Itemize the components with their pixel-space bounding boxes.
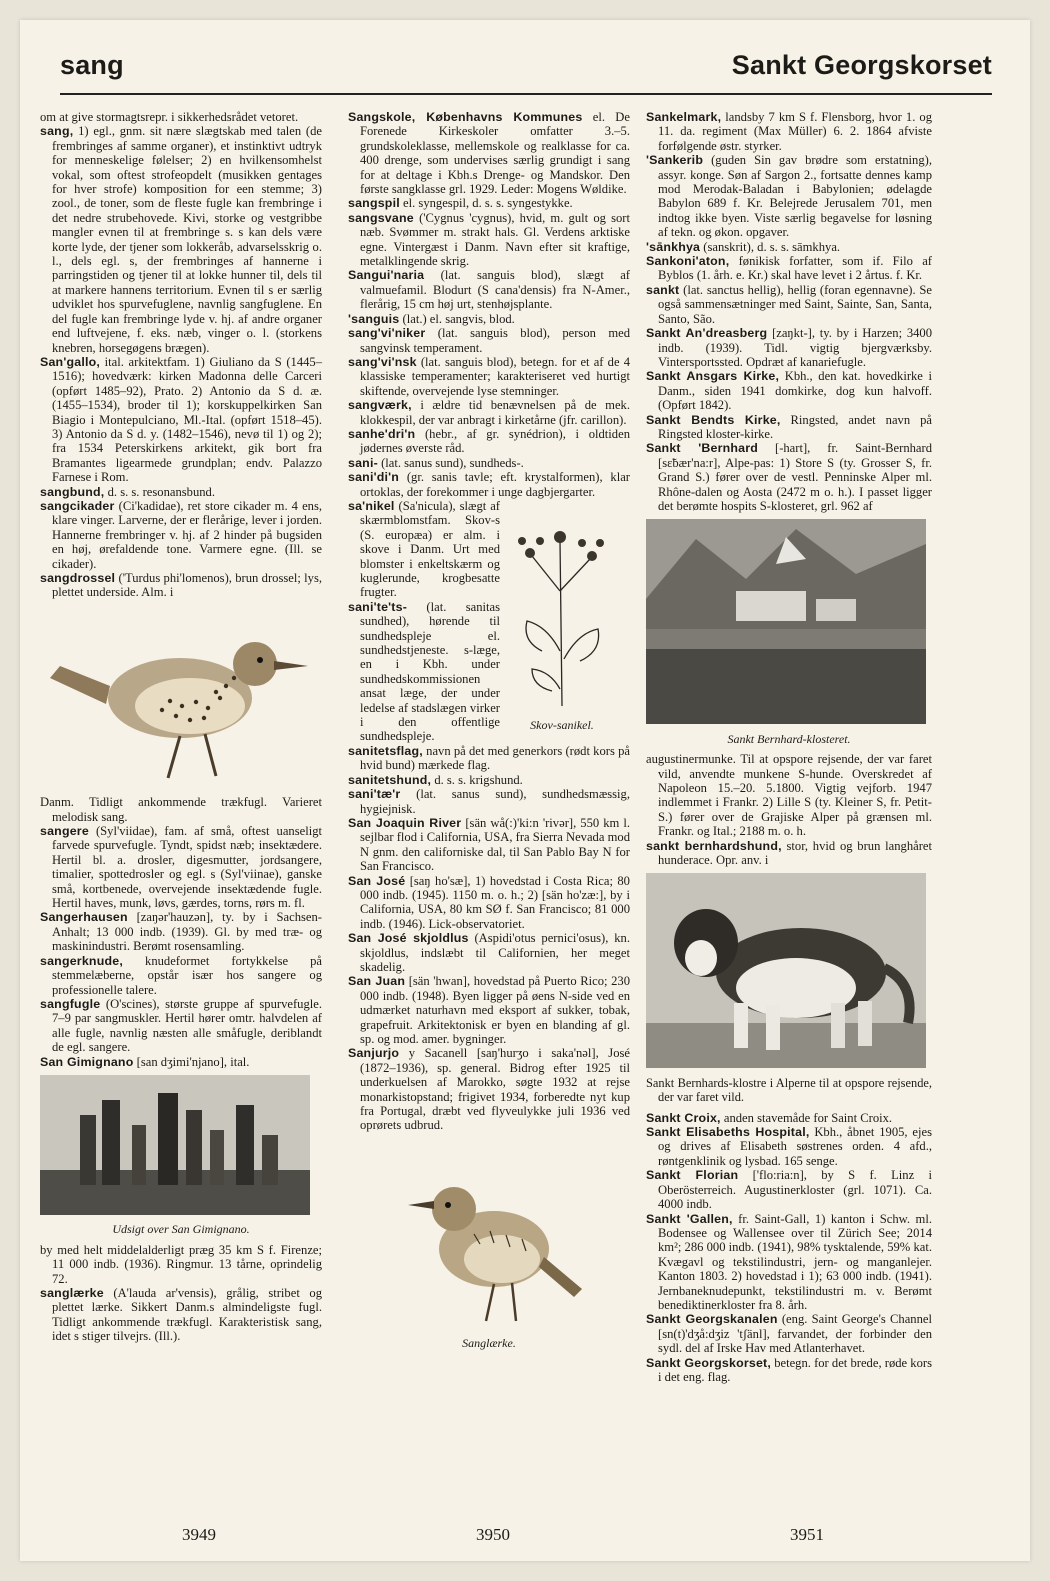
dictionary-entry <box>348 744 630 773</box>
entries-block <box>40 795 322 1069</box>
definition: anden stavemåde for Saint Croix. <box>723 1110 893 1125</box>
entries-block <box>348 110 630 499</box>
dictionary-entry <box>40 910 322 953</box>
headword: San Juan <box>348 974 406 989</box>
definition: (A'lauda ar'vensis), grålig, stribet og plettet lærke. Sikkert Danm.s almindeligste fugl. Tidligt ankommende trækfugl. Karakteristisk sang, idet s stiger tilvejrs. (Ill.). <box>52 1285 322 1344</box>
headword: sangspil <box>348 196 400 211</box>
page-number-middle: 3950 <box>476 1525 510 1544</box>
gimignano-caption: Udsigt over San Gimignano. <box>112 1222 250 1237</box>
definition: d. s. s. krigshund. <box>434 772 523 787</box>
column-3 <box>646 110 932 1384</box>
definition: by med helt middelalderligt præg 35 km S f. Firenze; 11 000 indb. (1936). Ringmur. 13 tårne, oprindelig 72. <box>40 1242 322 1286</box>
bernhard-figure <box>646 519 932 746</box>
headword: Sankelmark, <box>646 110 722 124</box>
entries-block <box>40 1243 322 1344</box>
entries-block <box>646 752 932 867</box>
definition: betegn. for det brede, røde kors i det eng. flag. <box>658 1355 932 1384</box>
headword: sang'vi'nsk <box>348 354 417 369</box>
dictionary-entry <box>40 1286 322 1344</box>
dictionary-entry <box>348 874 630 932</box>
definition: y Sacanell [saŋ'hurʒo i saka'nəl], José (1872–1936), sp. general. Bidrog efter 1925 til underkuelsen af Marokko, søgte 1932 at rejse monarkistopstand; frigivet 1934, forberedte nyt kup fra Portugal, dræbt ved flyveulykke juli 1936 ved oprørets udbrud. <box>360 1046 630 1133</box>
column-1 <box>40 110 322 1344</box>
dictionary-entry <box>646 752 932 838</box>
headword: sangsvane <box>348 210 414 225</box>
definition: stor, hvid og brun langhåret hunderace. Opr. anv. i <box>658 838 932 868</box>
definition: augustinermunke. Til at opspore rejsende, der var faret vild, anvendte munkene S-hunde. Overskredet af Napoleon 15.–20. 5.1800. Vigtig vejforb. 1947 indlemmet i Frankr. 2) Lille S (ty. Kleiner S, fr. Petit-S.) fører over de Grajiske Alper på grænsen ml. Frankr. og Ital.; 2188 m. o. h. <box>646 752 932 839</box>
definition: ('Turdus phi'lomenos), brun drossel; lys, plettet underside. Alm. i <box>52 571 322 600</box>
definition: [zaŋər'hauzən], ty. by i Sachsen-Anhalt; 13 000 indb. (1939). Gl. by med træ- og maskinindustri. Berømt rosensamling. <box>52 910 322 954</box>
definition: (O'scines), største gruppe af spurvefugle. 7–9 par sangmuskler. Hertil hører omtr. halvdelen af alle fugle, navnlig næsten alle småfugle, deriblandt de egl. sangere. <box>52 996 322 1055</box>
entries-block <box>646 110 932 513</box>
dictionary-entry <box>348 268 630 311</box>
dictionary-entry <box>646 110 932 153</box>
skylark-illustration <box>394 1139 584 1329</box>
definition: Danm. Tidligt ankommende trækfugl. Varieret melodisk sang. <box>40 795 322 824</box>
definition: (lat. sanitas sundhed), hørende til sundhedspleje el. sundhedstjeneste. s-læge, en i Kbh. under sundhedskommissionen ansat læge, der under ledelse af stadslægen virker i den offentlige sundhedspleje. <box>360 599 500 744</box>
headword: San Gimignano <box>40 1054 134 1069</box>
bernhard-caption: Sankt Bernhard-klosteret. <box>727 731 851 746</box>
definition: (lat.) el. sangvis, blod. <box>402 311 515 326</box>
dictionary-entry <box>646 240 932 254</box>
dictionary-entry <box>40 1055 322 1069</box>
definition: [-hart], fr. Saint-Bernhard [sɛ̃bær'na:r], Alpe-pas: 1) Store S (ty. Grosser S, fr. Grand S.) fører over de vestl. Penninske Alper ml. Rhône-dalen og Aosta (2472 m o. h.). I passet ligger det berømte hospits S-klosteret, grl. 962 af <box>658 441 933 513</box>
headword: Sankt Elisabeths Hospital, <box>646 1125 810 1140</box>
entries-block <box>40 110 322 600</box>
headword: 'sānkhya <box>646 239 701 254</box>
definition: [sän wå(:)'ki:n 'rivər], 550 km l. sejlbar flod i California, USA, fra Sierra Nevada mod N gnm. den californiske dal, til San Pablo Bay N for San Francisco. <box>360 815 630 874</box>
headword: sanglærke <box>40 1285 104 1300</box>
definition: (lat. sanus sund), sundheds-. <box>381 455 524 470</box>
definition: ['flo:ria:n], by S f. Linz i Oberösterreich. Augustinerkloster (grl. 1071). Ca. 4000 indb. <box>658 1168 932 1212</box>
headword: Sankt Bendts Kirke, <box>646 412 781 427</box>
headword: Sankt Florian <box>646 1168 739 1183</box>
left-guide-word: sang <box>60 50 124 80</box>
headword: sanitetshund, <box>348 772 432 787</box>
headword: sani'tæ'r <box>348 787 401 802</box>
headword: Sangerhausen <box>40 910 128 925</box>
dictionary-entry <box>348 1046 630 1132</box>
definition: om at give stormagtsrepr. i sikkerhedsrådet vetoret. <box>40 110 299 124</box>
header-rule <box>60 93 992 95</box>
definition: (eng. Saint George's Channel [sn(t)'dʒå:dʒiz 'tʃänl], farvandet, der forbinder den sydl. del af Irske Hav med Atlanterhavet. <box>658 1312 932 1356</box>
dictionary-entry <box>646 1356 932 1385</box>
definition: Kbh., den kat. hovedkirke i Danm., siden 1941 domkirke, dog kun halvoff. (Opført 1842). <box>658 369 932 413</box>
page-number-right: 3951 <box>790 1525 824 1544</box>
dictionary-entry <box>40 485 322 499</box>
headword: San José <box>348 873 406 888</box>
definition: landsby 7 km S f. Flensborg, hvor 1. og 11. da. regiment (Max Müller) 6. 2. 1864 afviste forfølgende østr. styrker. <box>658 110 932 153</box>
definition: i ældre tid benævnelsen på de mek. klokkespil, der var anbragt i kirketårne (jfr. carillon). <box>360 398 630 427</box>
dictionary-entry <box>348 816 630 874</box>
definition: fr. Saint-Gall, 1) kanton i Schw. ml. Bodensee og Wallensee over til Zürich See; 2014 km²; 286 000 indb. (1941), 98% tysktalende, 59% kat. Kvægavl og tekstilindustri, jern- og manganlejer. Kanton 1803. 2) hovedstad i 1); 63 000 indb. (1941). Jernbaneknudepunkt, tekstilindustri m. v. Berømt benediktinerkloster fra 8. årh. <box>658 1211 933 1312</box>
definition: (lat. sanguis blod), person med sangvinsk temperament. <box>360 326 630 355</box>
definition: Ringsted, andet navn på Ringsted kloster-kirke. <box>658 412 932 441</box>
headword: Sangui'naria <box>348 268 425 283</box>
lark-figure <box>348 1139 630 1351</box>
definition: (lat. sanguis blod), slægt af valmuefamil. Blodurt (S cana'densis) fra N-Amer., flerårig, 15 cm høj urt, stenhøjsplante. <box>360 268 631 312</box>
lark-caption: Sanglærke. <box>462 1336 516 1351</box>
headword: sankt <box>646 282 680 297</box>
song-thrush-illustration <box>40 606 310 786</box>
definition: [saŋ ho'sæ], 1) hovedstad i Costa Rica; 80 000 indb. (1945). 1150 m. o. h.; 2) [sän ho'zæ:], by i California, USA, 80 km SØ f. San Francisco; 81 000 indb. (1946). Lick-observatoriet. <box>360 873 630 931</box>
dictionary-entry <box>348 427 630 456</box>
headword: San Joaquin River <box>348 815 462 830</box>
dictionary-entry <box>348 326 630 355</box>
dictionary-entry <box>40 124 322 355</box>
headword: Sankt Ansgars Kirke, <box>646 369 780 384</box>
headword: sankt bernhardshund, <box>646 838 782 853</box>
headword: sangcikader <box>40 498 115 513</box>
definition: (lat. sanguis blod), betegn. for et af de 4 klassiske temperamenter; karakteriseret ved hurtigt skiftende, overvejende lyse stemninger. <box>360 354 630 398</box>
dictionary-entry <box>348 312 630 326</box>
entries-block <box>646 1111 932 1385</box>
headword: sangerknude, <box>40 953 123 968</box>
dictionary-entry <box>646 326 932 369</box>
headword: sa'nikel <box>348 498 395 513</box>
headword: sani- <box>348 455 378 470</box>
dictionary-entry <box>40 110 322 124</box>
headword: Sankt 'Gallen, <box>646 1211 733 1226</box>
dictionary-entry <box>40 355 322 485</box>
headword: sani'di'n <box>348 470 400 485</box>
definition: (Sa'nicula), slægt af skærmblomstfam. Skov-s (S. europæa) er alm. i skove i Danm. Urt med blomster i enkeltskærm og kuglerunde, krogbesatte frugter. <box>360 498 500 600</box>
sanikel-caption: Skov-sanikel. <box>530 718 594 733</box>
dictionary-entry <box>646 254 932 283</box>
dictionary-entry <box>40 571 322 600</box>
definition: (hebr., af gr. synédrion), i oldtiden jødernes øverste råd. <box>360 426 630 456</box>
dictionary-entry <box>348 974 630 1046</box>
headword: 'sanguis <box>348 311 400 326</box>
dictionary-entry <box>348 470 630 499</box>
dictionary-entry <box>348 211 630 269</box>
definition: [san dʒimi'njano], ital. <box>136 1054 250 1069</box>
dictionary-entry <box>348 456 630 470</box>
dictionary-entry <box>40 997 322 1055</box>
definition: (Syl'viidae), fam. af små, oftest uanseligt farvede spurvefugle. Tyndt, spidst næb; insektædere. Hertil bl. a. drosler, digesmutter, jordsangere, timalier, spottedrosler og egl. s (Syl'viinae), ganske små, kortbenede, overvejende insektædende fugle. Hertil haves, munk, løvs, gærdes, torns, rørs m. fl. <box>52 824 322 911</box>
definition: el. De Forenede Kirkeskoler omfatter 3.–5. grundskoleklasse, mellemskole og realklasse for ca. 400 drenge, som undervises særlig grundigt i sang for at deltage i Kbh.s Drenge- og Mandskor. Den første sangklasse grl. 1929. Leder: Mogens Wøldike. <box>360 110 630 197</box>
headword: Sankt Georgskorset, <box>646 1355 772 1370</box>
dictionary-entry <box>348 398 630 427</box>
definition: [sän 'hwan], hovedstad på Puerto Rico; 230 000 indb. (1948). Byen ligger på øens N-side ved en udmærket naturhavn med eksport af sukker, tobak, grapefruit. Arkitektonisk er byen en blanding af gl. sp. og mod. amer. bygninger. <box>360 974 630 1046</box>
headword: sangdrossel <box>40 571 116 585</box>
headword: Sankt Georgskanalen <box>646 1312 778 1327</box>
san-gimignano-photo <box>40 1075 310 1215</box>
right-guide-word: Sankt Georgskorset <box>731 50 992 80</box>
definition: (lat. sanus sund), sundhedsmæssig, hygiejnisk. <box>360 787 630 816</box>
headword: sangværk, <box>348 398 412 413</box>
dictionary-entry <box>348 196 630 210</box>
dictionary-entry <box>348 110 630 196</box>
definition: (Ci'kadidae), ret store cikader m. 4 ens, klare vinger. Larverne, der er flerårige, lever i jorden. Hannerne frembringer v. hj. af 2 hinder på bugsiden en høj, ørefaldende tone. Varmere egne. (Ill. se cikader). <box>52 498 322 571</box>
headword: sanhe'dri'n <box>348 426 416 441</box>
dictionary-entry <box>646 1312 932 1355</box>
definition: (gr. sanis tavle; eft. krystalformen), klar ortoklas, der forekommer i unge dagbjergarter. <box>360 470 630 499</box>
dictionary-entry <box>646 283 932 326</box>
headword: sanitetsflag, <box>348 743 423 758</box>
dictionary-entry <box>348 773 630 787</box>
column-2 <box>348 110 630 1357</box>
entries-block <box>348 744 630 1133</box>
headword: San'gallo, <box>40 354 101 369</box>
dictionary-entry <box>646 413 932 442</box>
dictionary-entry <box>40 824 322 910</box>
headword: Sangskole, Københavns Kommunes <box>348 110 583 124</box>
headword: San José skjoldlus <box>348 931 469 946</box>
dictionary-entry <box>348 787 630 816</box>
wood-sanicle-illustration <box>502 501 622 711</box>
dog-caption: Sankt Bernhards-klostre i Alperne til at opspore rejsende, der var faret vild. <box>646 1075 932 1105</box>
dictionary-entry <box>646 1212 932 1313</box>
sanikel-figure <box>506 501 630 733</box>
headword: sang, <box>40 124 74 139</box>
definition: (sanskrit), d. s. s. sāmkhya. <box>703 239 841 254</box>
definition: (guden Sin gav brødre som erstatning), assyr. konge. Søn af Sargon 2., fortsatte dennes kamp mod Merodak-Baladan i Babylonien; ødelagde Babylon 689 f. Kr. Belejrede Jerusalem 701, men indtog ikke byen. Viste særlig begavelse for løsning af tekn. og økon. opgaver. <box>658 153 932 240</box>
dictionary-entry <box>646 1168 932 1211</box>
headword: sangfugle <box>40 996 101 1011</box>
headword: sang'vi'niker <box>348 326 426 341</box>
definition: (lat. sanctus hellig), hellig (foran egennavne). Se også sammensætninger med Saint, Sainte, San, Santa, Santo, São. <box>658 282 932 326</box>
headword: sangere <box>40 824 89 839</box>
definition: ('Cygnus 'cygnus), hvid, m. gult og sort næb. Svømmer m. strakt hals. Gl. Verdens arktiske egne. Vintergæst i Danm. Navn efter sit kraftige, metalklingende skrig. <box>360 210 630 269</box>
headword: Sankt 'Bernhard <box>646 441 759 456</box>
dictionary-entry <box>646 1125 932 1168</box>
dictionary-entry <box>646 369 932 412</box>
definition: [zaŋkt-], ty. by i Harzen; 3400 indb. (1939). Tidl. vigtig bjergværksby. Vintersportssted. Opdræt af kanariefugle. <box>658 326 933 369</box>
dog-figure <box>646 873 932 1104</box>
definition: d. s. s. resonansbund. <box>107 484 215 499</box>
definition: knudeformet fortykkelse på stemmelæberne, opstår især hos sangere og professionelle talere. <box>52 953 322 997</box>
dictionary-entry <box>646 153 932 239</box>
headword: sani'te'ts- <box>348 599 408 614</box>
headword: 'Sankerib <box>646 153 704 168</box>
definition: ital. arkitektfam. 1) Giuliano da S (1445–1516); hovedværk: kirken Madonna delle Carceri (opført 1485–92), Prato. 2) Antonio da S d. æ. (1455–1534), broder til 1); korskuppelkirken San Biagio i Montepulciano, Ml.-Ital. (opført 1518–45). 3) Antonio da S d. y. (1482–1546), nevø til 1) og 2); fra 1534 Peterskirkens arkitekt, gik bort fra Bramantes ligearmede grundplan; endv. Palazzo Farnese i Rom. <box>52 354 323 485</box>
dictionary-entry <box>40 499 322 571</box>
definition: el. syngespil, d. s. s. syngestykke. <box>403 196 573 211</box>
gimignano-figure <box>40 1075 322 1237</box>
dictionary-page <box>20 20 1030 1561</box>
headword: Sankt Croix, <box>646 1110 721 1125</box>
page-number-left: 3949 <box>182 1525 216 1544</box>
definition: Kbh., åbnet 1905, ejes og drives af Elisabeth søstrenes orden. 4 afd., røntgenklinik og lysbad. 165 senge. <box>658 1125 932 1168</box>
dictionary-entry <box>646 441 932 513</box>
dictionary-entry <box>646 1111 932 1125</box>
dictionary-entry <box>40 795 322 824</box>
dictionary-entry <box>348 931 630 974</box>
dictionary-entry <box>40 954 322 997</box>
dictionary-entry <box>348 355 630 398</box>
headword: Sankt An'dreasberg <box>646 326 768 341</box>
entry-sanikel <box>348 499 630 744</box>
dictionary-entry <box>40 1243 322 1286</box>
headword: Sanjurjo <box>348 1046 400 1061</box>
headword: Sankoni'aton, <box>646 254 730 269</box>
thrush-figure <box>40 606 322 789</box>
headword: sangbund, <box>40 484 105 499</box>
definition: (Aspidi'otus pernici'osus), kn. skjoldlus, indslæbt til Californien, her meget skadelig. <box>360 931 630 974</box>
definition: 1) egl., gnm. sit nære slægtskab med talen (de frembringes af samme organer), et instinktivt udtryk for menneskelige følelser; 2) en hvilkensomhelst vokal, som oftest strofeopdelt (musikken gentages for hver strofe) komposition for een stemme; 3) zool., de toner, som de fleste fugle kan frembringe i det nedre strubehovede. Kivi, storke og vestgribbe mangler evnen til at frembringe s. s kan dels være korte lyde, der tjener som lokkeråb, advarselsskrig o. l., dels egl. s, der frembringes af hannerne i parringstiden og tjener til at lokke hunner til, dels til at markere hannens territorium. Evnen til s er særlig udviklet hos spurvefuglene, navnlig sangfuglene. En del fugle kan frembringe lyde v. hj. af andre organer end luftvejene, f. eks. næb, vinger o. l. (storkens knebren, horsegøgens brægen). <box>52 124 322 355</box>
dictionary-entry <box>646 839 932 868</box>
definition: navn på det med generkors (rødt kors på hvid bund) mærkede flag. <box>360 743 630 773</box>
definition: fønikisk forfatter, som if. Filo af Byblos (1. årh. e. Kr.) skal have levet i 2 årtus. f. Kr. <box>658 254 932 283</box>
st-bernhard-monastery-photo <box>646 519 926 724</box>
st-bernard-dog-photo <box>646 873 926 1068</box>
